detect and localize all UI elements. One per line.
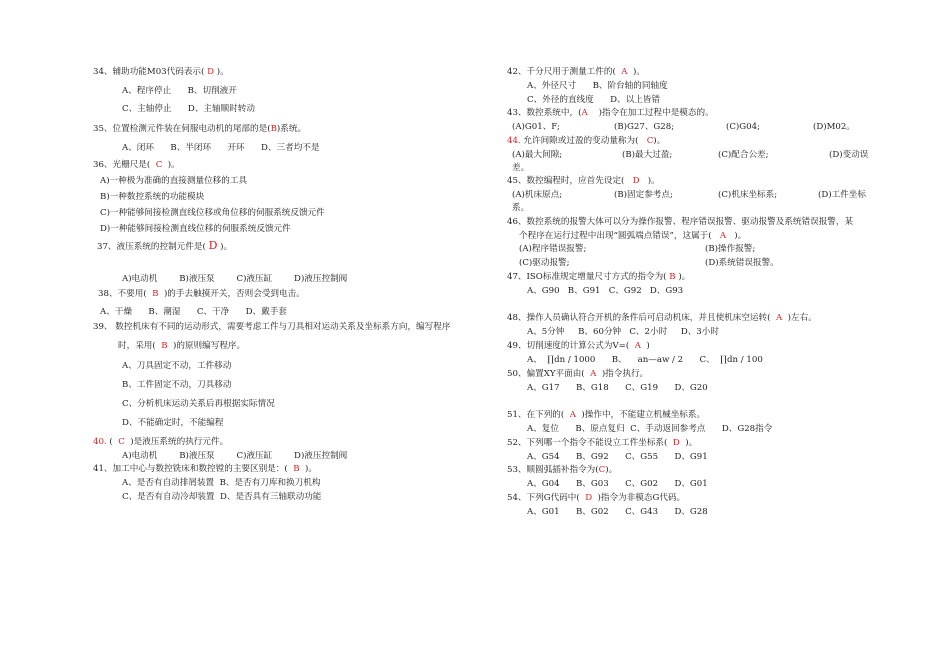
question-50: 50、偏置XY平面由( A )指令执行。 [507, 369, 649, 379]
question-34: 34、辅助功能M03代码表示( D )。 [93, 67, 229, 77]
options: A、5分钟 B、60分钟 C、2小时 D、3小时 [527, 327, 719, 337]
answer: D [632, 176, 640, 186]
option-d: (D)系统错误报警。 [705, 258, 779, 268]
question-41: 41、加工中心与数控铣床和数控镗的主要区别是：( B )。 [93, 464, 317, 474]
question-51: 51、在下列的( A )操作中，不能建立机械坐标系。 [507, 410, 706, 420]
option-b: (B)操作报警; [705, 244, 756, 254]
question-48: 48、操作人员确认符合开机的条件后可启动机床，并且使机床空运转( A )左右。 [507, 313, 817, 323]
option-b: (B)固定参考点; [614, 190, 673, 200]
option-a: (A)最大间隙; [512, 150, 563, 160]
option-a: (A)机床原点; [512, 190, 563, 200]
options: A、闭环 B、半闭环 开环 D、三者均不是 [122, 143, 320, 153]
question-46: 46、数控系统的报警大体可以分为操作报警、程序错误报警、驱动报警及系统错误报警，某 [507, 217, 854, 227]
question-42: 42、千分尺用于测量工件的( A )。 [507, 67, 645, 77]
options: A、G01 B、G02 C、G43 D、G28 [527, 507, 708, 517]
question-47: 47、ISO标准规定增量尺寸方式的指令为( B )。 [507, 272, 691, 282]
answer: D [585, 493, 593, 503]
question-45: 45、数控编程时，应首先设定( D )。 [507, 176, 660, 186]
option-d: (D)M02。 [813, 122, 855, 132]
question-number: 40. [93, 437, 107, 447]
option-b: (B)G27、G28; [614, 122, 675, 132]
option-c: (C)机床坐标系; [718, 190, 778, 200]
option-a: A、刀具固定不动，工件移动 [122, 361, 232, 371]
options: A、G17 B、G18 C、G19 D、G20 [527, 383, 708, 393]
options: C、外径的直线度 D、以上皆错 [527, 95, 660, 105]
option-d: (D)工件坐标 [818, 190, 866, 200]
option-d: D、不能确定时，不能编程 [122, 418, 224, 428]
answer: A [569, 410, 576, 420]
question-40: 40. ( C )是液压系统的执行元件。 [93, 437, 229, 447]
continuation: 系。 [512, 203, 530, 213]
question-39: 39、 数控机床有不同的运动形式，需要考虑工件与刀具相对运动关系及坐标系方向，编写程序 [93, 322, 451, 332]
answer: B [152, 289, 159, 299]
question-54: 54、下列G代码中( D )指令为非模态G代码。 [507, 493, 686, 503]
answer: B [293, 464, 300, 474]
question-52: 52、下列哪一个指令不能设立工件坐标系( D )。 [507, 438, 698, 448]
option-a: A)一种极为准确的直接测量位移的工具 [100, 176, 248, 186]
options: A)电动机 B)液压泵 C)液压缸 D)液压控制阀 [122, 451, 348, 461]
options: C、主轴停止 D、主轴顺时转动 [122, 104, 255, 114]
options: A、G90 B、G91 C、G92 D、G93 [527, 286, 684, 296]
answer: A [775, 313, 783, 323]
answer: A [719, 231, 727, 241]
continuation: 差。 [512, 163, 530, 173]
answer: A [590, 369, 597, 379]
option-a: (A)程序错误报警; [519, 244, 587, 254]
answer: C [155, 160, 163, 170]
options: A、复位 B、原点复归 C、手动返回参考点 D、G28指令 [527, 424, 773, 434]
answer: D [207, 67, 214, 77]
answer: A [634, 341, 641, 351]
question-49: 49、切削速度的计算公式为V=( A ) [507, 341, 650, 351]
option-b: B、工件固定不动，刀具移动 [122, 380, 232, 390]
option-c: C)一种能够间接检测直线位移或角位移的伺服系统反馈元件 [100, 208, 325, 218]
answer: A [581, 108, 588, 118]
option-b: (B)最大过盈; [622, 150, 673, 160]
answer: A [621, 67, 628, 77]
option-c: (C)G04; [726, 122, 760, 132]
answer: C [118, 437, 125, 447]
option-d: D)一种能够间接检测直线位移的伺服系统反馈元件 [100, 224, 291, 234]
option-a: (A)G01、F; [512, 122, 560, 132]
options: A、程序停止 B、切削液开 [122, 86, 237, 96]
options: A、外径尺寸 B、阶台轴的同轴度 [527, 81, 668, 91]
option-c: C、分析机床运动关系后再根据实际情况 [122, 399, 275, 409]
question-number: 44. [507, 136, 521, 146]
answer: B [270, 124, 277, 134]
question-37: 37、液压系统的控制元件是( D )。 [97, 239, 233, 252]
options: A、干燥 B、潮湿 C、干净 D、戴手套 [100, 307, 287, 317]
options: A、 ∏dn / 1000 B、 an—aw / 2 C、 ∏dn / 100 [527, 355, 763, 365]
option-c: (C)配合公差; [718, 150, 769, 160]
answer: D [672, 438, 680, 448]
answer: B [669, 272, 676, 282]
option-c: (C)驱动报警; [519, 258, 570, 268]
option-b: B)一种数控系统的功能模块 [100, 192, 205, 202]
question-35: 35、位置检测元件装在伺服电动机的尾部的是(B)系统。 [93, 124, 307, 134]
question-38: 38、不要用( B )的手去触摸开关，否则会受到电击。 [98, 289, 305, 299]
question-53: 53、顺圆弧插补指令为(C)。 [507, 465, 618, 475]
option-d: (D)变动误 [829, 150, 869, 160]
answer: C [598, 465, 606, 475]
options: A、是否有自动排屑装置 B、是否有刀库和换刀机构 [122, 478, 321, 488]
question-44: 44. 允许间隙或过盈的变动量称为( C)。 [507, 136, 666, 146]
options: A、G04 B、G03 C、G02 D、G01 [527, 479, 708, 489]
answer: C [646, 136, 654, 146]
options: A、G54 B、G92 C、G55 D、G91 [527, 452, 708, 462]
options: C、是否有自动冷却装置 D、是否具有三轴联动功能 [122, 492, 322, 502]
answer: B [161, 341, 168, 351]
answer: D [208, 239, 218, 252]
question-39-line2: 时，采用( B )的原则编写程序。 [118, 341, 246, 351]
question-36: 36、光栅尺是( C )。 [93, 160, 180, 170]
question-46-line2: 个程序在运行过程中出现“圆弧端点错误”，这属于( A )。 [519, 231, 747, 241]
options: A)电动机 B)液压泵 C)液压缸 D)液压控制阀 [122, 274, 348, 284]
question-43: 43、数控系统中，(A )指令在加工过程中是模态的。 [507, 108, 714, 118]
